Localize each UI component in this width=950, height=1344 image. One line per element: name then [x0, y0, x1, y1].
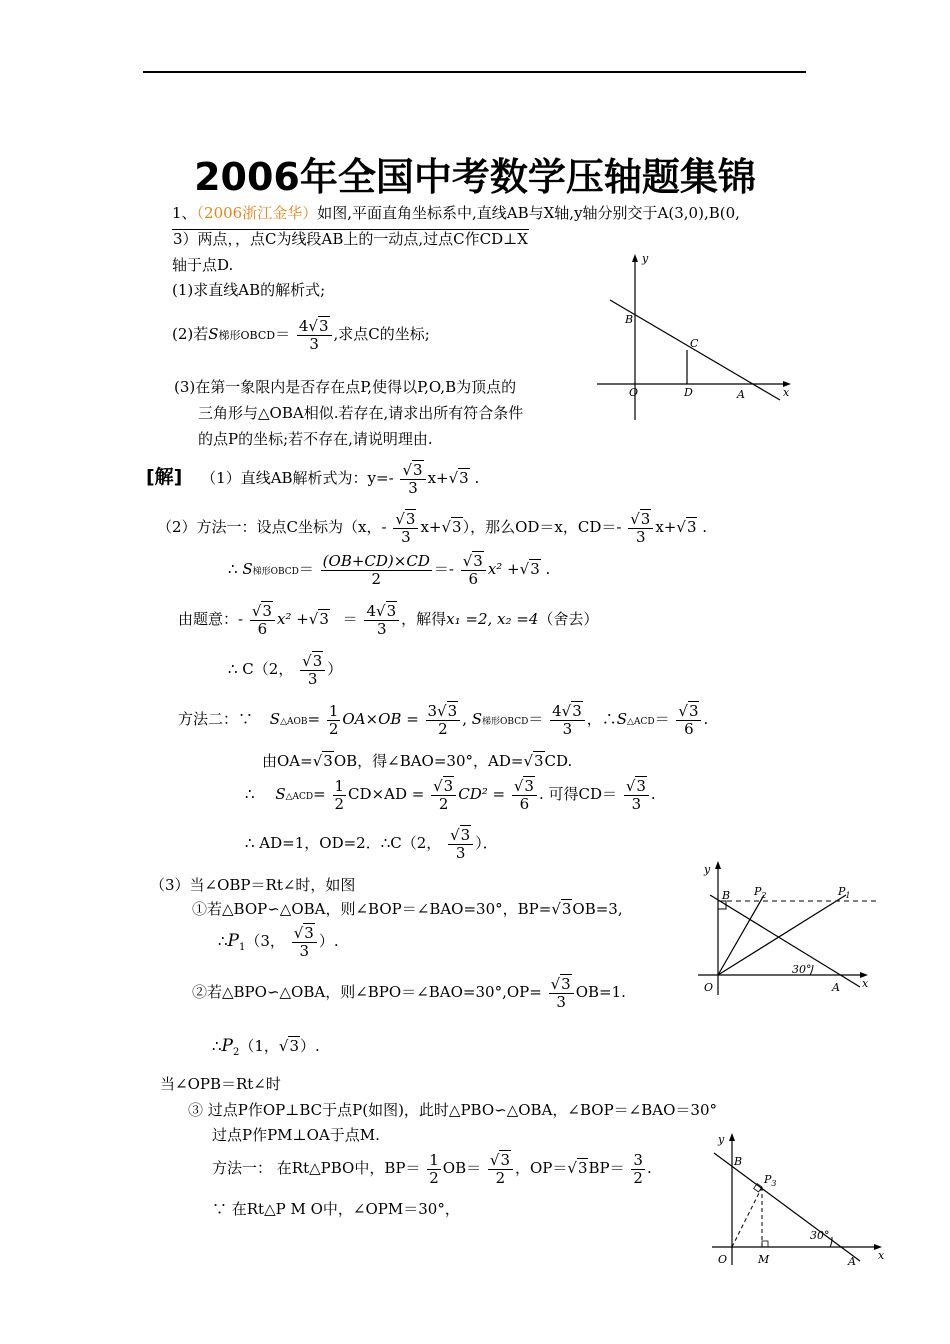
question-3-line-3: 的点P的坐标;若不存在,请说明理由.: [198, 430, 433, 448]
problem-line-2: 3）两点，，点C为线段AB上的一动点,过点C作CD⊥X: [173, 230, 528, 248]
fig3-point-m: M: [758, 1253, 770, 1266]
fig3-point-p3: $P_3$: [764, 1173, 777, 1188]
figure-3: [700, 1125, 900, 1270]
fig2-point-p2: $P_2$: [754, 885, 767, 900]
fig3-point-b: B: [734, 1155, 743, 1168]
case-3-line-2: 过点P作PM⊥OA于点M.: [212, 1126, 380, 1144]
fig3-y-label: y: [718, 1133, 725, 1146]
solution-label: [解]: [146, 466, 183, 488]
area-formula: ∴ S梯形OBCD＝ $\frac{(OB+CD)\times CD}{2}$ ＝- $\frac{√3}{6}$ x² +√3 .: [228, 552, 551, 588]
fig3-angle-label: 30°: [810, 1229, 830, 1242]
fig2-point-a: A: [832, 981, 840, 994]
method-2-line-3: ∴ S△ACD= $\frac{1}{2}$ CD×AD = $\frac{√3}{2}$ CD² = $\frac{√3}{6}$ . 可得CD＝ $\frac{√3}{3}$ .: [245, 777, 656, 813]
question-2: (2)若S梯形OBCD＝ $\frac{4√3}{3}$ ,求点C的坐标;: [172, 317, 430, 353]
case-3-line-1: ③ 过点P作OP⊥BC于点P(如图)，此时△PBO∽△OBA，∠BOP＝∠BAO＝30°: [188, 1101, 717, 1119]
case-3-intro: 当∠OPB＝Rt∠时: [160, 1075, 281, 1093]
fig2-angle-label: 30°: [792, 963, 812, 976]
fig1-point-b: B: [625, 313, 634, 326]
fig3-x-label: x: [878, 1249, 885, 1262]
fig1-point-c: C: [690, 337, 699, 350]
question-3-line-2: 三角形与△OBA相似.若存在,请求出所有符合条件: [198, 404, 524, 422]
problem-line-1: 1、（2006浙江金华）如图,平面直角坐标系中,直线AB与X轴,y轴分别交于A(3,0),B(0,: [172, 204, 740, 222]
problem-source: （2006浙江金华）: [196, 204, 318, 222]
method-2-line-1: 方法二：∵ S△AOB= $\frac{1}{2}$ OA×OB = $\frac{3√3}{2}$ , S梯形OBCD＝ $\frac{4√3}{3}$ ，∴S△ACD＝ $\frac{√3}{6}$ .: [178, 702, 709, 738]
p2-result: $\therefore P_2(1$，√3）.: [212, 1036, 320, 1058]
fig2-point-b: B: [722, 889, 731, 902]
fig2-origin: O: [704, 981, 714, 994]
case-3-line-4: ∵ 在Rt△P M O中，∠OPM＝30°，: [212, 1200, 460, 1218]
point-c-result: ∴ C（2， $\frac{√3}{3}$ ）: [228, 652, 343, 688]
fig1-y-label: y: [642, 252, 649, 265]
method-2-line-4: ∴ AD=1，OD=2．∴C（2， $\frac{√3}{3}$ ）．: [245, 826, 498, 862]
figure-1: [595, 250, 795, 430]
document-title: 2006年全国中考数学压轴题集锦: [194, 155, 756, 199]
fig2-x-label: x: [862, 977, 869, 990]
fig3-point-a: A: [848, 1255, 856, 1268]
method-2-line-2: 由OA=√3OB，得∠BAO=30°，AD=√3CD.: [262, 752, 573, 770]
equation-line: 由题意：- $\frac{√3}{6}$ x² +√3 ＝ $\frac{4√3}{3}$ ，解得x₁ =2, x₂ =4（舍去）: [178, 602, 599, 638]
solution-part-1: [解] （1）直线AB解析式为：y=- $\frac{√3}{3}$ x+√3 .: [146, 461, 480, 497]
case-1: ①若△BOP∽△OBA，则∠BOP＝∠BAO=30°，BP=√3OB=3,: [192, 900, 623, 918]
fig3-origin: O: [718, 1253, 728, 1266]
top-rule: [143, 71, 806, 73]
fig2-point-p1: $P_1$: [838, 885, 851, 900]
fig1-origin: O: [629, 386, 639, 399]
case-2: ②若△BPO∽△OBA，则∠BPO＝∠BAO=30°,OP= $\frac{√3}{3}$ OB=1.: [192, 975, 626, 1011]
question-1: (1)求直线AB的解析式;: [172, 281, 326, 299]
solution-part-2-line-1: （2）方法一：设点C坐标为（x，- $\frac{√3}{3}$ x+√3），那么OD＝x，CD＝- $\frac{√3}{3}$ x+√3 .: [157, 510, 708, 546]
problem-line-3: 轴于点D.: [172, 256, 234, 274]
fig1-point-a: A: [737, 388, 745, 401]
fig1-x-label: x: [783, 386, 790, 399]
question-3-line-1: (3)在第一象限内是否存在点P,使得以P,O,B为顶点的: [174, 378, 517, 396]
figure-2: [692, 855, 882, 1000]
fig2-y-label: y: [704, 863, 711, 876]
part-3-intro: （3）当∠OBP＝Rt∠时，如图: [150, 876, 356, 894]
fig1-point-d: D: [684, 386, 693, 399]
p1-result: $\therefore P_1(3$， $\frac{√3}{3}$ ）.: [218, 924, 339, 960]
case-3-line-3: 方法一： 在Rt△PBO中，BP＝ $\frac{1}{2}$ OB＝ $\frac{√3}{2}$ ，OP＝√3BP＝ $\frac{3}{2}$ .: [212, 1151, 652, 1187]
